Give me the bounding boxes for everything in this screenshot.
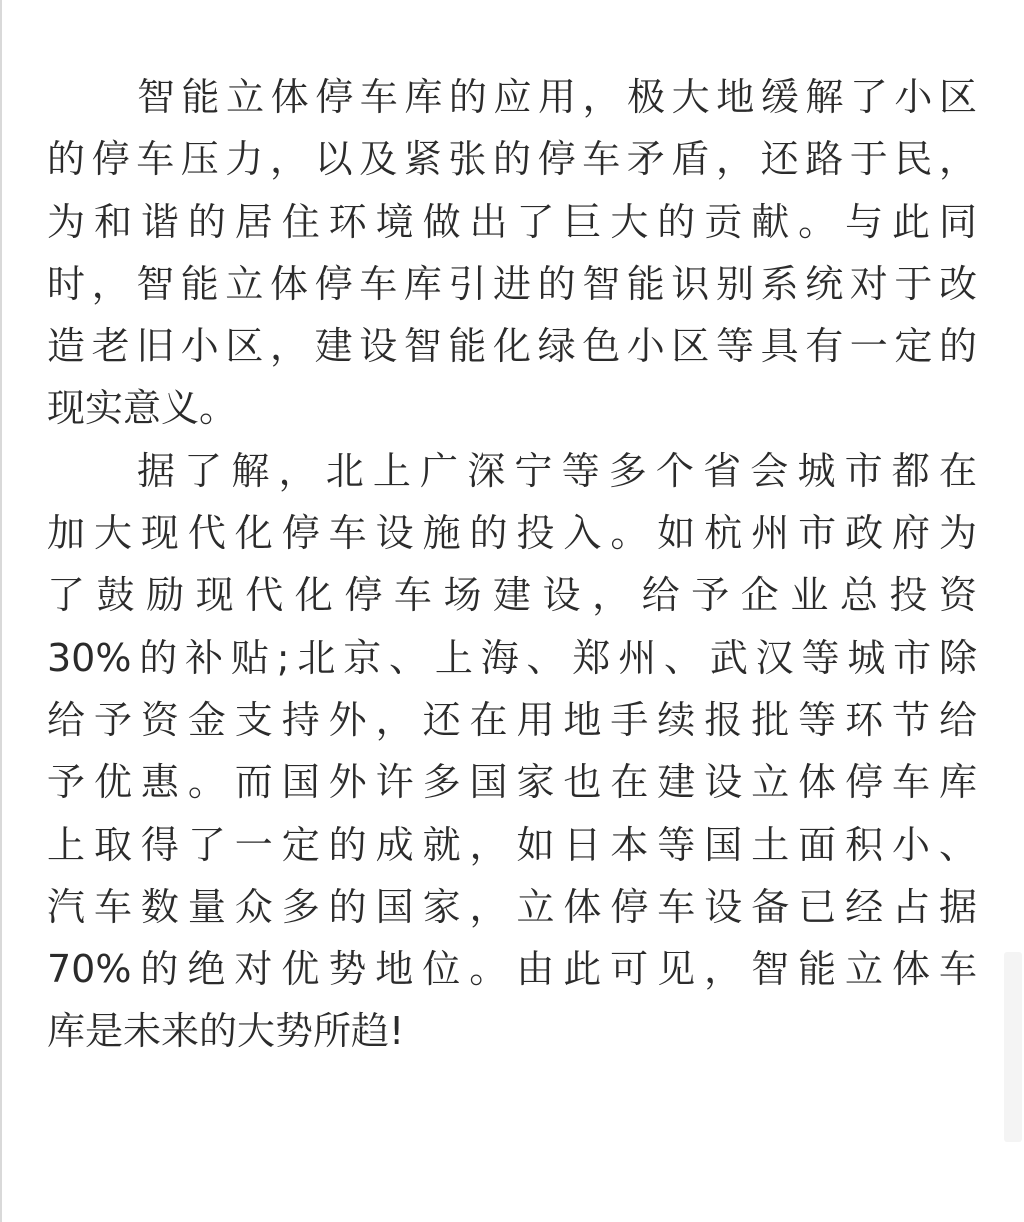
text-line: 据了解，北上广深宁等多个省会城市都在 — [137, 448, 977, 493]
paragraph-1 — [47, 66, 977, 440]
left-border — [0, 0, 2, 1222]
text-line: 70%的绝对优势地位。由此可见，智能立体车 — [47, 947, 977, 992]
text-line: 造老旧小区，建设智能化绿色小区等具有一定的 — [47, 324, 977, 369]
text-line: 为和谐的居住环境做出了巨大的贡献。与此同 — [47, 199, 977, 244]
text-line: 时，智能立体停车库引进的智能识别系统对于改 — [47, 261, 977, 306]
text-line: 现实意义。 — [47, 386, 238, 431]
text-line: 加大现代化停车设施的投入。如杭州市政府为 — [47, 511, 977, 556]
text-line: 了鼓励现代化停车场建设，给予企业总投资 — [47, 573, 977, 618]
text-line: 智能立体停车库的应用，极大地缓解了小区 — [137, 75, 977, 119]
scroll-indicator[interactable] — [1004, 952, 1022, 1142]
text-line: 汽车数量众多的国家，立体停车设备已经占据 — [47, 884, 977, 929]
text-line: 库是未来的大势所趋! — [47, 1009, 405, 1054]
text-line: 给予资金支持外，还在用地手续报批等环节给 — [47, 697, 977, 742]
text-line: 予优惠。而国外许多国家也在建设立体停车库 — [47, 760, 977, 805]
text-line: 上取得了一定的成就，如日本等国土面积小、 — [47, 822, 977, 867]
paragraph-2 — [47, 440, 977, 1063]
text-line: 30%的补贴;北京、上海、郑州、武汉等城市除 — [47, 635, 977, 680]
article-body — [47, 66, 977, 1063]
text-line: 的停车压力，以及紧张的停车矛盾，还路于民， — [47, 137, 977, 182]
